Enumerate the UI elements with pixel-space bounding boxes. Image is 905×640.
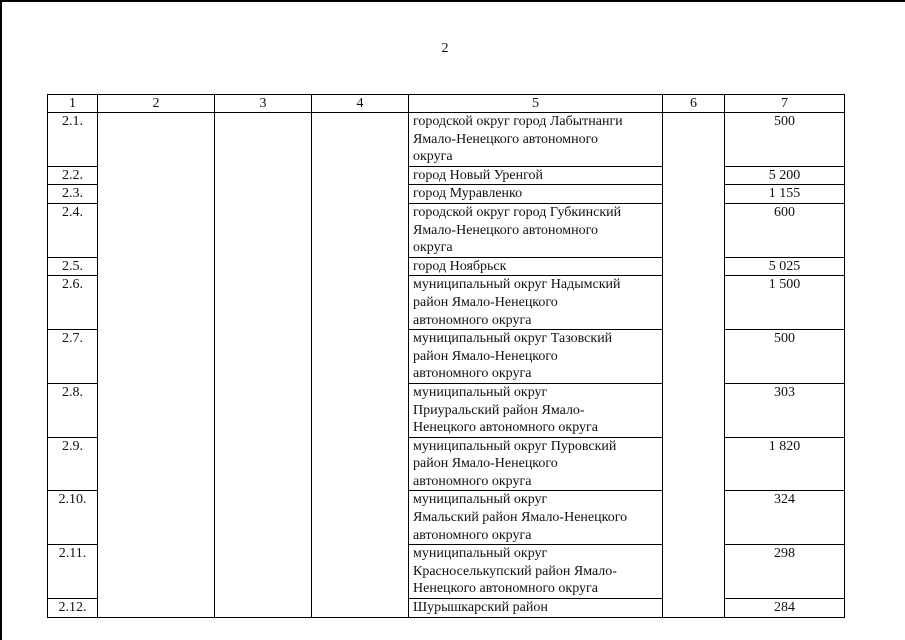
empty-merged-cell-col6 bbox=[663, 113, 725, 618]
row-number-cell: 2.2. bbox=[48, 166, 98, 185]
municipality-name-cell bbox=[409, 545, 663, 599]
municipality-name-cell bbox=[409, 113, 663, 167]
row-number-cell: 2.11. bbox=[48, 545, 98, 599]
municipality-name-line: округа bbox=[413, 240, 453, 256]
value-cell: 600 bbox=[725, 203, 845, 257]
municipality-name-cell bbox=[409, 185, 663, 204]
value-cell: 324 bbox=[725, 491, 845, 545]
value-cell: 298 bbox=[725, 545, 845, 599]
municipality-name-cell bbox=[409, 257, 663, 276]
table-body bbox=[48, 95, 845, 618]
municipality-name-line: округа bbox=[413, 149, 453, 165]
row-number-cell: 2.12. bbox=[48, 599, 98, 618]
column-header: 6 bbox=[663, 95, 725, 113]
municipality-name-line: Шурышкарский район bbox=[413, 600, 548, 616]
value-cell: 303 bbox=[725, 383, 845, 437]
column-header: 1 bbox=[48, 95, 98, 113]
municipality-name-line: Ненецкого автономного округа bbox=[413, 420, 598, 436]
value-cell: 5 200 bbox=[725, 166, 845, 185]
row-number-cell: 2.5. bbox=[48, 257, 98, 276]
municipality-name-cell bbox=[409, 383, 663, 437]
empty-merged-cell-col3 bbox=[215, 113, 312, 618]
municipality-name-line: городской округ город Губкинский bbox=[413, 204, 622, 220]
column-header: 4 bbox=[312, 95, 409, 113]
row-number-cell: 2.6. bbox=[48, 276, 98, 330]
municipality-name-line: автономного округа bbox=[413, 312, 532, 328]
empty-merged-cell-col2 bbox=[98, 113, 215, 618]
municipality-name-line: Ямальский район Ямало-Ненецкого bbox=[413, 510, 628, 526]
municipality-name-cell bbox=[409, 276, 663, 330]
page-number: 2 bbox=[441, 41, 449, 56]
top-border-line bbox=[0, 0, 905, 2]
municipality-name-line: город Новый Уренгой bbox=[413, 167, 544, 183]
table-header-row bbox=[48, 95, 845, 113]
municipality-name-line: муниципальный округ Надымский bbox=[413, 277, 621, 293]
municipality-name-line: муниципальный округ bbox=[413, 546, 548, 562]
table-row bbox=[48, 113, 845, 167]
value-cell: 5 025 bbox=[725, 257, 845, 276]
municipality-name-line: автономного округа bbox=[413, 366, 532, 382]
municipality-name-line: автономного округа bbox=[413, 473, 532, 489]
municipality-name-cell bbox=[409, 599, 663, 618]
municipality-name-line: муниципальный округ Тазовский bbox=[413, 331, 613, 347]
municipality-name-cell bbox=[409, 437, 663, 491]
municipality-name-line: город Муравленко bbox=[413, 186, 523, 202]
municipality-name-line: район Ямало-Ненецкого bbox=[413, 294, 558, 310]
column-header: 7 bbox=[725, 95, 845, 113]
municipality-name-line: городской округ город Лабытнанги bbox=[413, 114, 623, 129]
row-number-cell: 2.8. bbox=[48, 383, 98, 437]
row-number-cell: 2.9. bbox=[48, 437, 98, 491]
value-cell: 1 500 bbox=[725, 276, 845, 330]
value-cell: 500 bbox=[725, 330, 845, 384]
allocation-table bbox=[47, 94, 845, 618]
value-cell: 500 bbox=[725, 113, 845, 167]
row-number-cell: 2.1. bbox=[48, 113, 98, 167]
municipality-name-line: Ненецкого автономного округа bbox=[413, 581, 598, 597]
municipality-name-line: район Ямало-Ненецкого bbox=[413, 456, 558, 472]
value-cell: 1 820 bbox=[725, 437, 845, 491]
municipality-name-cell bbox=[409, 491, 663, 545]
municipality-name-cell bbox=[409, 330, 663, 384]
row-number-cell: 2.3. bbox=[48, 185, 98, 204]
municipality-name-line: автономного округа bbox=[413, 527, 532, 543]
left-border-line bbox=[0, 0, 2, 640]
municipality-name-line: город Ноябрьск bbox=[413, 258, 507, 274]
municipality-name-line: муниципальный округ bbox=[413, 384, 548, 400]
value-cell: 284 bbox=[725, 599, 845, 618]
municipality-name-line: район Ямало-Ненецкого bbox=[413, 348, 558, 364]
municipality-name-line: Приуральский район Ямало- bbox=[413, 402, 585, 418]
row-number-cell: 2.4. bbox=[48, 203, 98, 257]
municipality-name-line: Ямало-Ненецкого автономного bbox=[413, 222, 598, 238]
municipality-name-line: муниципальный округ bbox=[413, 492, 548, 508]
municipality-name-line: муниципальный округ Пуровский bbox=[413, 438, 617, 454]
empty-merged-cell-col4 bbox=[312, 113, 409, 618]
municipality-name-cell bbox=[409, 166, 663, 185]
municipality-name-line: Красноселькупский район Ямало- bbox=[413, 563, 617, 579]
municipality-name-line: Ямало-Ненецкого автономного bbox=[413, 131, 598, 147]
municipality-name-cell bbox=[409, 203, 663, 257]
row-number-cell: 2.10. bbox=[48, 491, 98, 545]
column-header: 5 bbox=[409, 95, 663, 113]
value-cell: 1 155 bbox=[725, 185, 845, 204]
column-header: 2 bbox=[98, 95, 215, 113]
row-number-cell: 2.7. bbox=[48, 330, 98, 384]
column-header: 3 bbox=[215, 95, 312, 113]
